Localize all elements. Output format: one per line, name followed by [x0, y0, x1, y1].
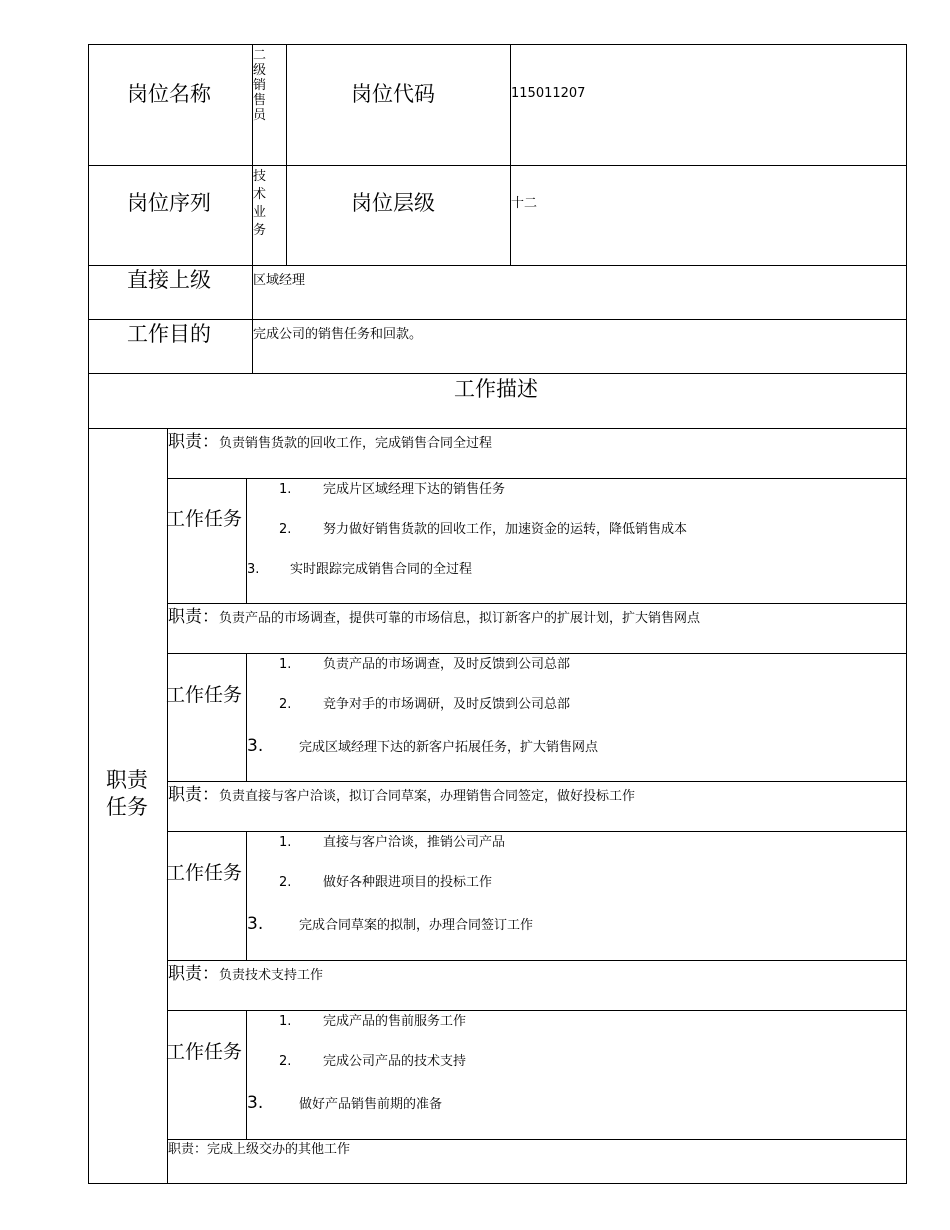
task-2-2-text: 竞争对手的市场调研，及时反馈到公司总部	[323, 697, 571, 712]
duty-1-prefix: 职责：	[168, 432, 219, 452]
task-4-3-num: 3.	[247, 1093, 264, 1113]
duty-4-prefix: 职责：	[168, 964, 219, 984]
superior-label: 直接上级	[127, 268, 211, 292]
duty-2-prefix: 职责：	[168, 607, 219, 627]
task-2-1-text: 负责产品的市场调查，及时反馈到公司总部	[323, 657, 571, 672]
task-label-1: 工作任务	[165, 508, 242, 530]
task-4-2-num: 2.	[279, 1054, 292, 1069]
duty-5-prefix: 职责：	[168, 1142, 208, 1157]
purpose-label: 工作目的	[127, 322, 211, 346]
task-4-3-text: 做好产品销售前期的准备	[299, 1097, 443, 1112]
task-2-1-num: 1.	[279, 657, 292, 672]
task-label-2: 工作任务	[165, 684, 242, 706]
duty-2-text: 负责产品的市场调查，提供可靠的市场信息，拟订新客户的扩展计划，扩大销售网点	[219, 611, 701, 626]
position-code-value-cell	[510, 44, 907, 166]
task-label-cell-1	[167, 478, 247, 604]
duty-4-text: 负责技术支持工作	[219, 968, 324, 983]
duty-5-line	[168, 1143, 350, 1156]
duties-label: 职责任务	[106, 768, 148, 819]
task-2-3-num: 3.	[247, 736, 264, 756]
duty-3-text: 负责直接与客户洽谈，拟订合同草案，办理销售合同签定，做好投标工作	[219, 789, 636, 804]
task-3-2-text: 做好各种跟进项目的投标工作	[323, 875, 493, 890]
superior-value-cell	[252, 265, 907, 320]
position-level-value-cell	[510, 165, 907, 266]
task-label-cell-3	[167, 831, 247, 961]
task-1-2-num: 2.	[279, 522, 292, 537]
description-title: 工作描述	[454, 377, 538, 401]
task-3-3-text: 完成合同草案的拟制，办理合同签订工作	[299, 918, 534, 933]
task-4-2-text: 完成公司产品的技术支持	[323, 1054, 467, 1069]
duty-4-line	[168, 966, 323, 983]
task-2-3-text: 完成区域经理下达的新客户拓展任务，扩大销售网点	[299, 740, 599, 755]
duty-2-line	[168, 609, 700, 626]
task-3-2-num: 2.	[279, 875, 292, 890]
position-code-label: 岗位代码	[351, 82, 435, 106]
task-list-cell-4	[246, 1010, 907, 1140]
duty-1-text: 负责销售货款的回收工作，完成销售合同全过程	[219, 436, 493, 451]
duty-3-line	[168, 787, 635, 804]
task-label-3: 工作任务	[165, 862, 242, 884]
task-4-1-text: 完成产品的售前服务工作	[323, 1014, 467, 1029]
task-3-1-num: 1.	[279, 835, 292, 850]
position-code-value: 115011207	[511, 86, 586, 101]
duty-5-text: 完成上级交办的其他工作	[207, 1142, 351, 1157]
position-level-label: 岗位层级	[351, 191, 435, 215]
position-sequence-label: 岗位序列	[127, 191, 211, 215]
task-1-1-text: 完成片区域经理下达的销售任务	[323, 482, 506, 497]
duty-1-line	[168, 434, 492, 451]
superior-value: 区域经理	[253, 273, 306, 288]
task-list-cell-2	[246, 653, 907, 782]
task-label-cell-2	[167, 653, 247, 782]
task-1-3-text: 实时跟踪完成销售合同的全过程	[290, 562, 473, 577]
position-name-value: 二级销售员	[253, 48, 267, 123]
task-label-cell-4	[167, 1010, 247, 1140]
task-list-cell-3	[246, 831, 907, 961]
task-1-3-num: 3.	[247, 562, 260, 577]
duty-3-prefix: 职责：	[168, 785, 219, 805]
task-4-1-num: 1.	[279, 1014, 292, 1029]
position-sequence-label-cell	[88, 165, 253, 266]
purpose-value: 完成公司的销售任务和回款。	[253, 327, 423, 342]
task-3-3-num: 3.	[247, 914, 264, 934]
position-level-label-cell	[286, 165, 511, 266]
task-2-2-num: 2.	[279, 697, 292, 712]
task-label-4: 工作任务	[165, 1041, 242, 1063]
task-3-1-text: 直接与客户洽谈，推销公司产品	[323, 835, 506, 850]
position-level-value: 十二	[511, 196, 538, 211]
task-1-2-text: 努力做好销售货款的回收工作，加速资金的运转，降低销售成本	[323, 522, 688, 537]
position-name-label: 岗位名称	[127, 82, 211, 106]
task-1-1-num: 1.	[279, 482, 292, 497]
position-sequence-value: 技术业务	[253, 169, 267, 238]
